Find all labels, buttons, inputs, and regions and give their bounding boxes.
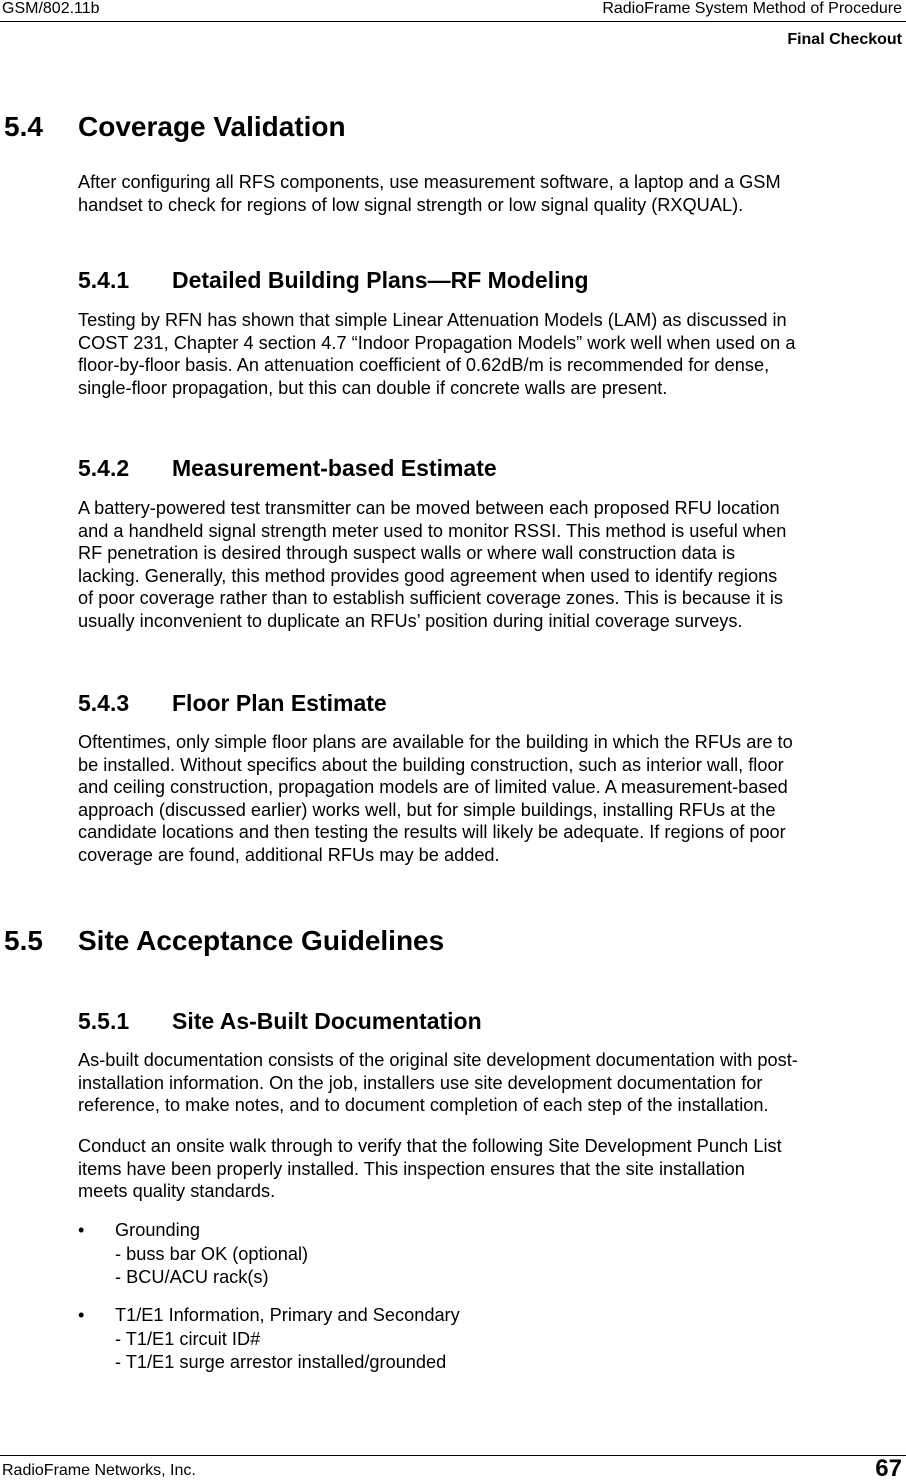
text-line: Testing by RFN has shown that simple Linear Attenuation Models (LAM) as discussed in	[78, 310, 787, 330]
text-line: candidate locations and then testing the results will likely be adequate. If regions of poor	[78, 822, 786, 842]
section-number: 5.4.2	[78, 455, 130, 481]
bullet-icon: •	[78, 1305, 85, 1325]
section-title: Coverage Validation	[78, 111, 346, 142]
section-number: 5.4.1	[78, 267, 130, 293]
section-title: Site As-Built Documentation	[172, 1008, 482, 1034]
text-line: and a handheld signal strength meter used to monitor RSSI. This method is useful when	[78, 520, 787, 541]
text-line: meets quality standards.	[78, 1181, 276, 1201]
section-title: Floor Plan Estimate	[172, 690, 387, 716]
text-line: installation information. On the job, installers use site development documentation for	[78, 1072, 763, 1093]
section-5-4-3-paragraph	[78, 731, 906, 866]
list-item-detail: - BCU/ACU rack(s)	[115, 1267, 269, 1287]
section-title: Site Acceptance Guidelines	[78, 925, 445, 956]
text-line: RF penetration is desired through suspect walls or where wall construction data is	[78, 543, 736, 563]
header-doc-type: GSM/802.11b	[2, 0, 100, 17]
text-line: Oftentimes, only simple floor plans are available for the building in which the RFUs are to	[78, 732, 793, 752]
section-5-4-paragraph	[78, 171, 906, 216]
text-line: and ceiling construction, propagation models are of limited value. A measurement-based	[78, 777, 788, 797]
section-5-5-heading	[4, 925, 444, 957]
list-item-title: T1/E1 Information, Primary and Secondary	[115, 1305, 460, 1325]
text-line: floor-by-floor basis. An attenuation coefficient of 0.62dB/m is recommended for dense,	[78, 355, 770, 375]
page-number: 67	[875, 1455, 902, 1482]
text-line: items have been properly installed. This inspection ensures that the site installation	[78, 1158, 745, 1179]
section-5-4-1-paragraph	[78, 309, 906, 399]
header-divider	[0, 21, 906, 22]
section-title: Detailed Building Plans—RF Modeling	[172, 267, 589, 293]
section-5-4-2-paragraph	[78, 497, 906, 632]
text-line: Conduct an onsite walk through to verify that the following Site Development Punch List	[78, 1136, 782, 1156]
header-chapter: Final Checkout	[787, 31, 902, 48]
text-line: lacking. Generally, this method provides good agreement when used to identify regions	[78, 565, 778, 586]
text-line: coverage are found, additional RFUs may be added.	[78, 844, 500, 865]
list-item-detail: - T1/E1 surge arrestor installed/grounded	[115, 1352, 447, 1372]
section-number: 5.4.3	[78, 690, 130, 716]
text-line: of poor coverage rather than to establish sufficient coverage zones. This is because it is	[78, 588, 783, 608]
text-line: A battery-powered test transmitter can be moved between each proposed RFU location	[78, 498, 780, 518]
text-line: single-floor propagation, but this can double if concrete walls are present.	[78, 377, 668, 398]
text-line: approach (discussed earlier) works well, but for simple buildings, installing RFUs at the	[78, 799, 776, 820]
list-item-title: Grounding	[115, 1220, 200, 1240]
section-number: 5.5.1	[78, 1008, 130, 1034]
text-line: be installed. Without specifics about the building construction, such as interior wall, floor	[78, 754, 784, 775]
header-doc-title: RadioFrame System Method of Procedure	[602, 0, 902, 17]
text-line: handset to check for regions of low signal strength or low signal quality (RXQUAL).	[78, 194, 744, 215]
section-number: 5.5	[4, 925, 43, 956]
section-5-4-heading	[4, 111, 346, 143]
section-5-5-1-paragraph-2	[78, 1135, 906, 1203]
section-5-5-1-heading	[78, 1008, 482, 1035]
text-line: COST 231, Chapter 4 section 4.7 “Indoor Propagation Models” work well when used on a	[78, 332, 796, 353]
text-line: As-built documentation consists of the original site development documentation with post-	[78, 1050, 798, 1070]
footer-company: RadioFrame Networks, Inc.	[2, 1462, 196, 1479]
section-5-4-3-heading	[78, 690, 387, 717]
text-line: usually inconvenient to duplicate an RFUs’ position during initial coverage surveys.	[78, 610, 743, 631]
list-item-detail: - T1/E1 circuit ID#	[115, 1328, 261, 1349]
section-5-5-1-paragraph-1	[78, 1049, 906, 1117]
text-line: After configuring all RFS components, use measurement software, a laptop and a GSM	[78, 172, 781, 192]
bullet-icon: •	[78, 1220, 85, 1240]
section-number: 5.4	[4, 111, 43, 142]
section-title: Measurement-based Estimate	[172, 455, 497, 481]
footer-divider	[0, 1455, 906, 1456]
section-5-4-2-heading	[78, 455, 497, 482]
list-item-detail: - buss bar OK (optional)	[115, 1243, 309, 1264]
text-line: reference, to make notes, and to document completion of each step of the installation.	[78, 1095, 769, 1115]
section-5-4-1-heading	[78, 267, 589, 294]
